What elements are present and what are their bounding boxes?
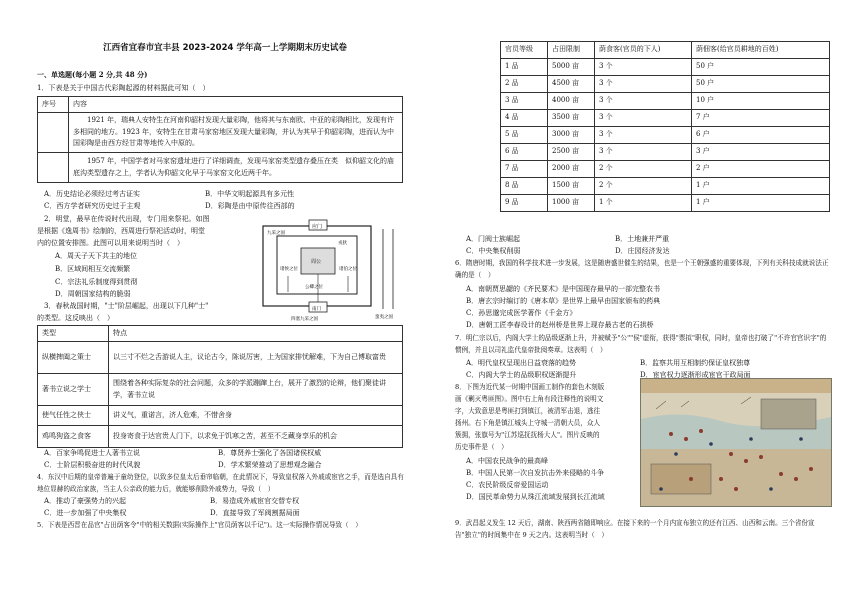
- q3-table: [37, 325, 403, 448]
- q8-stem-line: 扬州。右下角是镇江城头上守城一清朝大员，众人: [455, 419, 601, 427]
- q8-stem-line: 历史事件是（ ）: [455, 443, 508, 451]
- q6-option-c[interactable]: C．孙思邈完成医学著作《千金方》: [466, 309, 577, 317]
- table-header: 特点: [109, 326, 403, 342]
- table-header: 荫食客(官员的下人): [595, 42, 692, 59]
- q5-option-b[interactable]: B．土地兼并严重: [615, 235, 670, 243]
- diagram-label: 诸伯之位: [339, 267, 357, 272]
- table-cell: 4000 亩: [548, 93, 595, 110]
- table-cell: 1500 亩: [548, 178, 595, 195]
- table-cell: 讲义气，重诺言，济人危难，不惜舍身: [109, 406, 403, 426]
- q6-option-a[interactable]: A．南朝贾思勰的《齐民要术》是中国现存最早的一部完整农书: [466, 285, 661, 293]
- diagram-label: 四塞九采之国: [291, 317, 318, 322]
- q1-option-c[interactable]: C．西方学者研究历史过于主观: [44, 202, 141, 210]
- table-cell: 2 户: [692, 161, 830, 178]
- q6-option-d[interactable]: D．唐朝工匠李春设计的赵州桥是世界上现存最古老的石拱桥: [466, 321, 654, 329]
- q8-option-b[interactable]: B．中国人民第一次自发抗击外来侵略的斗争: [466, 469, 605, 477]
- table-cell: 4500 亩: [548, 76, 595, 93]
- page-title: 江西省宜春市宜丰县 2023-2024 学年高一上学期期末历史试卷: [103, 43, 347, 53]
- q8-option-a[interactable]: A．中国农民战争的最高峰: [466, 457, 549, 465]
- q3-option-a[interactable]: A．百家争鸣促进士人著书立说: [44, 449, 141, 457]
- q9-stem: 9．武昌起义发生 12 天后，湖南、陕西两省随即响应。在接下来的一个月内宣布独立的还有江西、山西和云南。三个省份宣告"独立"的时间集中在 9 天之内。这表明当时（ ）: [455, 519, 815, 539]
- table-header: 官员等级: [501, 42, 548, 59]
- table-cell: 5 品: [501, 127, 548, 144]
- table-cell: 1 个: [595, 195, 692, 212]
- table-cell: 2500 亩: [548, 144, 595, 161]
- q3-option-c[interactable]: C．士阶层积极奋进的时代风貌: [44, 461, 141, 469]
- table-row: [501, 195, 830, 212]
- section-heading: 一、单选题(每小题 2 分,共 48 分): [37, 70, 148, 79]
- table-cell: 鸡鸣狗盗之食客: [38, 426, 109, 448]
- table-cell: 3500 亩: [548, 110, 595, 127]
- q5-option-a[interactable]: A．门阀士族崛起: [466, 235, 521, 243]
- q5-table: [500, 41, 830, 212]
- q4-option-b[interactable]: B．易造成外戚宦官交替专权: [210, 497, 300, 505]
- q3-stem-line: 3．春秋战国时期，"士"阶层崛起，出现以下几种"士": [44, 302, 209, 310]
- table-header: 类型: [38, 326, 109, 342]
- table-cell: 3 个: [595, 127, 692, 144]
- table-cell: 使气任性之侠士: [38, 406, 109, 426]
- q4-option-c[interactable]: C．进一步加强了中央集权: [44, 509, 127, 517]
- table-cell: 1957 年，中国学者对马家窑遗址进行了详细调查，发现马家窑类型遗存叠压在类 似仰韶文化的庙底沟类型遗存之上，学者认为仰韶文化早于马家窑文化近两千年。: [69, 153, 403, 183]
- q7-stem: 7．明仁宗以后，内阁大学士的品级逐渐上升，并被赋予"公""侯"虚衔，获得"票拟"职权，同时，皇帝也打破了"不许官官识字"的惯例，并且以司礼监代皇帝批阅奏章。这表明（ ）: [455, 334, 827, 354]
- q7-option-d[interactable]: D．宦官权力逐渐形成宦官干政局面: [640, 371, 751, 379]
- q5-stem: 5．下表是西晋在品官"占田荫客令"中的相关数据(实际操作上"官员荫客以千记")。这一实际操作情况导致（ ）: [37, 521, 362, 529]
- table-cell: 3000 亩: [548, 127, 595, 144]
- q1-table: [37, 96, 403, 183]
- table-cell: 1000 亩: [548, 195, 595, 212]
- table-cell: 6 户: [692, 127, 830, 144]
- q3-stem-line: 的类型。这反映出（ ）: [37, 314, 114, 322]
- q8-option-d[interactable]: D．国民革命势力从珠江流域发展到长江流域: [466, 493, 605, 501]
- table-cell: 3 个: [595, 93, 692, 110]
- q6-option-b[interactable]: B．唐玄宗时编订的《唐本草》是世界上最早由国家颁布的药典: [466, 297, 661, 305]
- q7-option-c[interactable]: C．内阁大学士的品级职权逐渐提升: [466, 371, 577, 379]
- table-cell: 5000 亩: [548, 59, 595, 76]
- q1-stem: 1．下表是关于中国古代彩陶起源的材料据此可知（ ）: [37, 84, 210, 92]
- diagram-label: 周公: [311, 259, 322, 265]
- table-cell: 8 品: [501, 178, 548, 195]
- table-cell: 7 户: [692, 110, 830, 127]
- table-cell: 4 品: [501, 110, 548, 127]
- q2-stem-line: 是根据《逸周书》绘制的，西周进行祭祀活动时，明堂: [37, 227, 205, 235]
- q5-option-d[interactable]: D．庄园经济发达: [615, 247, 670, 255]
- diagram-label: 南门: [312, 307, 321, 312]
- table-row: [501, 59, 830, 76]
- table-cell: 10 户: [692, 93, 830, 110]
- table-cell: 3 个: [595, 144, 692, 161]
- table-cell: 1 户: [692, 195, 830, 212]
- q4-option-d[interactable]: D．直接导致了军阀割据局面: [210, 509, 300, 517]
- table-row: [501, 93, 830, 110]
- table-row: [501, 144, 830, 161]
- diagram-label: 九采之国: [267, 231, 285, 236]
- q1-option-a[interactable]: A．历史结论必须经过考古证实: [44, 190, 141, 198]
- table-cell: 7 品: [501, 161, 548, 178]
- diagram-label: 蛮夷之国: [375, 315, 393, 320]
- table-header: 序号: [38, 97, 69, 113]
- diagram-label: 公卿之位: [305, 285, 323, 290]
- table-cell: 2 个: [595, 161, 692, 178]
- table-cell: 著书立说之学士: [38, 374, 109, 406]
- q1-option-d[interactable]: D．彩陶是由中原传往西部的: [205, 202, 295, 210]
- diagram-label: 诸侯之位: [280, 267, 298, 272]
- mingtang-diagram: [243, 214, 405, 322]
- q2-option-b[interactable]: B．区域间相互交流频繁: [55, 265, 131, 273]
- table-cell: 9 品: [501, 195, 548, 212]
- table-row: [501, 127, 830, 144]
- table-cell: 1 品: [501, 59, 548, 76]
- table-cell: 1921 年，瑞典人安特生在河南仰韶村发现大量彩陶，他将其与东南欧、中亚的彩陶相比，发现有许多相同的地方。1923 年，安特生在甘肃马家窑地区发现大量彩陶，并认为其早于仰韶彩陶，进而认为中国彩陶是由西方经甘肃等地传入中原的。: [69, 113, 403, 153]
- q8-option-c[interactable]: C．农民阶级反帝爱国运动: [466, 481, 549, 489]
- woodblock-painting-image: [640, 378, 832, 507]
- table-row: [501, 178, 830, 195]
- table-cell: 以三寸不烂之舌游说人主，议论古今，陈说厉害，上为国家排忧解难，下为自己博取富贵: [109, 342, 403, 374]
- table-row: [501, 76, 830, 93]
- table-cell: 50 户: [692, 76, 830, 93]
- q7-option-b[interactable]: B．监察共用互相制约保证皇权独尊: [640, 359, 751, 367]
- diagram-label: 应门: [312, 224, 323, 230]
- q5-option-c[interactable]: C．中央集权削弱: [466, 247, 521, 255]
- q2-option-c[interactable]: C．宗法礼乐制度得到贯彻: [55, 278, 138, 286]
- table-cell: 3 个: [595, 110, 692, 127]
- q2-stem-line: 内的位置安排图。此图可以用来说明当时（ ）: [37, 239, 184, 247]
- table-cell: 投身寄食于达官贵人门下，以求免于饥寒之苦，甚至不乏藏身享乐的机会: [109, 426, 403, 448]
- table-header: 占田限制: [548, 42, 595, 59]
- table-cell: 纵横捭阖之策士: [38, 342, 109, 374]
- q7-option-a[interactable]: A．明代皇权呈现出日益衰落的趋势: [466, 359, 577, 367]
- table-row: [501, 110, 830, 127]
- table-cell: 2 个: [595, 178, 692, 195]
- q8-stem-line: 簇拥，张旗号为"江苏巡抚抚杨大人"。图片反映的: [455, 431, 600, 439]
- table-row: [501, 161, 830, 178]
- table-cell: 2 品: [501, 76, 548, 93]
- table-cell: 2000 亩: [548, 161, 595, 178]
- table-header: 荫佃客(给官员耕地的百姓): [692, 42, 830, 59]
- q2-stem-line: 2．明堂，最早在传说时代出现，专门用来祭祀。如图: [44, 215, 210, 223]
- q1-option-b[interactable]: B．中华文明起源具有多元性: [205, 190, 295, 198]
- table-cell: 6 品: [501, 144, 548, 161]
- q2-option-d[interactable]: D．周朝国家结构的脆弱: [55, 290, 131, 298]
- q8-stem-line: 8．下图为近代某一时期中国画工制作的套色木刻版: [455, 383, 605, 391]
- q3-option-d[interactable]: D．学术繁荣推动了思想观念融合: [218, 461, 322, 469]
- table-cell: 3 个: [595, 76, 692, 93]
- q2-option-a[interactable]: A．周天子天下共主的地位: [55, 252, 138, 260]
- table-header: 内容: [69, 97, 403, 113]
- table-cell: 3 品: [501, 93, 548, 110]
- table-cell: 1 户: [692, 178, 830, 195]
- table-cell: 3 个: [595, 59, 692, 76]
- table-cell: 3 户: [692, 144, 830, 161]
- diagram-label: 戎狄: [338, 241, 347, 246]
- q8-stem-line: 画《剿灭粤匪图》。图中右上角有段注释性的说明文: [455, 395, 604, 403]
- q3-option-b[interactable]: B．尊贤养士强化了各国诸侯权威: [218, 449, 322, 457]
- q4-stem: 4．东汉中后期的皇帝普遍于童幼登位，以致多位皇太后垂帘临朝，在此情况下，导致皇权落入外戚或宦官之手，而是选自具有地位显赫的政治家族，当主人公亲政的能力后，就能够削除外戚势力，导致（ ）: [37, 473, 404, 493]
- q4-option-a[interactable]: A．推动了豪强势力的兴起: [44, 497, 127, 505]
- q6-stem: 6．隋唐时期，我国的科学技术进一步发展，这是随唐盛世催生的结果，也是一个王朝强盛的重要体现，下列有关科技成就说法正确的是（ ）: [455, 259, 829, 279]
- table-cell: 围绕着各种实际复杂的社会问题，众多的学派蹦蹿上台，展开了激烈的论辩，他们聚徒讲学，著书立说: [109, 374, 403, 406]
- q8-stem-line: 字，大致意思是粤匪打到镇江，被清军击退，逃往: [455, 407, 601, 415]
- table-cell: 50 户: [692, 59, 830, 76]
